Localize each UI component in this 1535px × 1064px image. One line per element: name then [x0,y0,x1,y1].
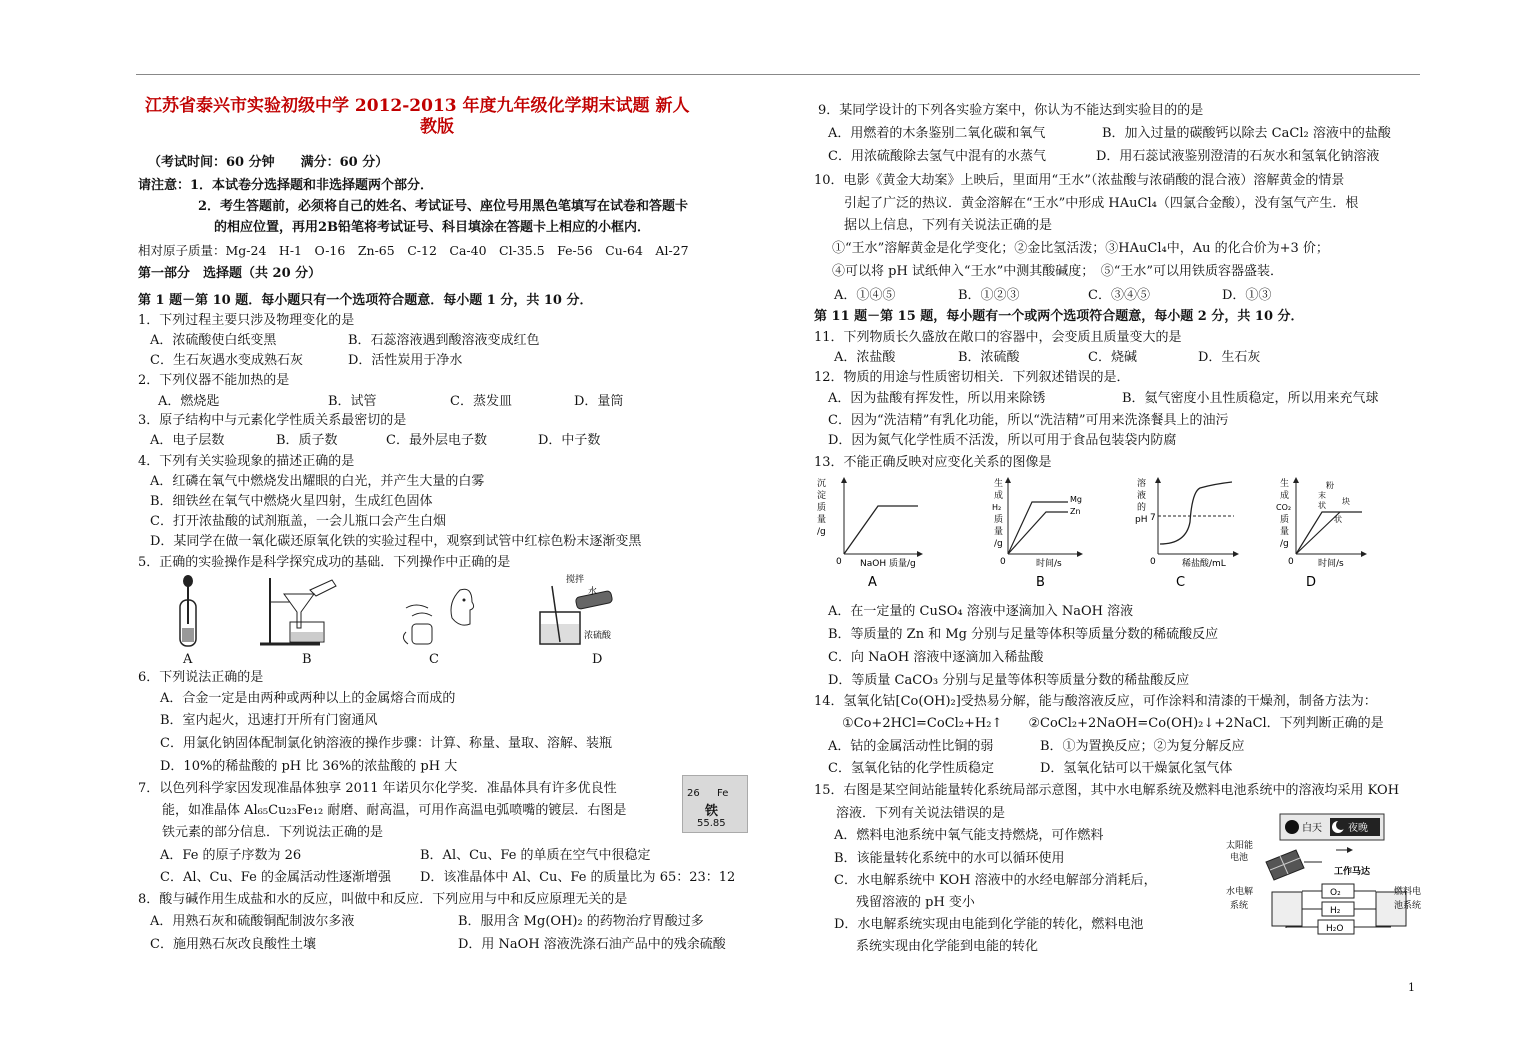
graph-a-curve [844,506,918,554]
q2-option-c: C．蒸发皿 [450,394,512,409]
q11-option-d: D．生石灰 [1198,350,1261,365]
graph-b-series-mg: Mg [1070,495,1082,504]
q8-option-a: A．用熟石灰和硫酸铜配制波尔多液 [150,914,355,929]
question-2: 2．下列仪器不能加热的是 [138,373,290,388]
graph-d-ylabel-6: /g [1280,539,1289,549]
q9-option-a: A．用燃着的木条鉴别二氧化碳和氧气 [828,126,1046,141]
h2-label: H₂ [1330,906,1341,916]
fe-mass: 55.85 [697,818,726,829]
graph-b-ylabel-6: /g [994,539,1003,549]
q12-option-b: B．氦气密度小且性质稳定，所以用来充气球 [1122,391,1379,406]
graph-b-label: B [1036,575,1045,590]
motor-label: 工作马达 [1334,867,1371,877]
graph-b-curve-mg [1008,502,1068,554]
graph-a-ylabel-1: 沉 [817,479,827,489]
apparatus-d-dilution [540,573,613,644]
label-water: 水 [588,587,598,597]
question-10-line-3: 据以上信息，下列有关说法正确的是 [844,218,1053,233]
q15-option-c-1: C．水电解系统中 KOH 溶液中的水经电解部分消耗后， [834,873,1157,888]
q1-option-b: B．石蕊溶液遇到酸溶液变成红色 [348,333,540,348]
question-7-line-2: 能，如准晶体 Al₆₅Cu₂₃Fe₁₂ 耐磨、耐高温，可用作高温电弧喷嘴的镀层．右图是 [162,803,627,818]
graph-c-tick-7: 7 [1150,513,1156,523]
graph-d-ylabel-2: 成 [1280,491,1290,501]
q1-option-a: A．浓硫酸使白纸变黑 [150,333,277,348]
question-5: 5．正确的实验操作是科学探究成功的基础．下列操作中正确的是 [138,555,511,570]
fe-name: 铁 [705,804,719,819]
notice-2b: 的相应位置，再用2B铅笔将考试证号、科目填涂在答题卡上相应的小框内． [214,220,651,235]
q14-option-c: C．氢氧化钴的化学性质稳定 [828,761,994,776]
q14-option-a: A．钴的金属活动性比铜的弱 [828,739,994,754]
q10-option-b: B．①②③ [958,288,1020,303]
graph-a-ylabel-3: 质 [817,503,827,513]
graph-d-ylabel-5: 量 [1280,527,1290,537]
graph-c-ylabel-4: pH [1135,515,1148,525]
q2-option-d: D．量筒 [574,394,624,409]
q7-option-d: D．该准晶体中 Al、Cu、Fe 的质量比为 65：23：12 [420,870,736,885]
electrolysis-label-2: 系统 [1230,901,1249,911]
graph-a-ylabel-5: /g [817,527,826,537]
q3-option-b: B．质子数 [276,433,338,448]
q4-option-c: C．打开浓盐酸的试剂瓶盖，一会儿瓶口会产生白烟 [150,514,446,529]
graph-b-curve-zn [1008,512,1068,554]
q15-option-d-1: D．水电解系统实现由电能到化学能的转化，燃料电池 [834,917,1144,932]
q5-apparatus-figures [160,572,630,652]
q10-option-a: A．①④⑤ [834,288,896,303]
q13-option-c: C．向 NaOH 溶液中逐滴加入稀盐酸 [828,650,1044,665]
graph-d-series-5: 状 [1334,515,1342,524]
question-14-line-2: ①Co+2HCl=CoCl₂+H₂↑ ②CoCl₂+2NaOH=Co(OH)₂↓+2NaCl．下列判断正确的是 [842,716,1384,731]
question-10-line-4: ①“王水”溶解黄金是化学变化；②金比氢活泼；③HAuCl₄中，Au 的化合价为+3 价； [832,241,1329,256]
graph-b-xlabel: 时间/s [1036,559,1062,569]
question-11: 11．下列物质长久盛放在敞口的容器中，会变质且质量变大的是 [814,330,1182,345]
graph-c-origin: 0 [1150,557,1156,567]
fuel-cell-label-2: 池系统 [1394,901,1422,911]
q7-option-b: B．Al、Cu、Fe 的单质在空气中很稳定 [420,848,651,863]
question-9: 9．某同学设计的下列各实验方案中，你认为不能达到实验目的的是 [818,103,1204,118]
label-stir: 搅拌 [566,575,585,585]
q13-option-b: B．等质量的 Zn 和 Mg 分别与足量等体积等质量分数的稀硫酸反应 [828,627,1219,642]
section-2-heading: 第 11 题－第 15 题，每小题有一个或两个选项符合题意，每小题 2 分，共 10 分． [814,309,1304,324]
exam-info: （考试时间：60 分钟 满分：60 分） [148,155,389,170]
section-1-heading: 第 1 题－第 10 题．每小题只有一个选项符合题意．每小题 1 分，共 10 分． [138,293,593,308]
question-10-line-2: 引起了广泛的热议．黄金溶解在“王水”中形成 HAuCl₄（四氯合金酸），没有氢气产生．根 [844,196,1359,211]
q15-option-c-2: 残留溶液的 pH 变小 [856,895,975,910]
question-10-line-1: 10．电影《黄金大劫案》上映后，里面用“王水”（浓盐酸与浓硝酸的混合液）溶解黄金的情景 [814,173,1345,188]
graph-a [817,478,922,590]
graph-c-ylabel-1: 溶 [1137,479,1147,489]
graph-d [1276,477,1366,590]
graph-a-ylabel-2: 淀 [817,491,827,501]
graph-b-series-zn: Zn [1070,507,1081,516]
q10-option-d: D．①③ [1222,288,1272,303]
q3-option-c: C．最外层电子数 [386,433,487,448]
graph-b-ylabel-1: 生 [994,479,1004,489]
q1-option-d: D．活性炭用于净水 [348,353,463,368]
graph-d-curve-powder [1296,512,1362,554]
q9-option-d: D．用石蕊试液鉴别澄清的石灰水和氢氧化钠溶液 [1096,149,1380,164]
q1-option-c: C．生石灰遇水变成熟石灰 [150,353,303,368]
q15-option-d-2: 系统实现由化学能到电能的转化 [856,939,1039,954]
q6-option-c: C．用氯化钠固体配制氯化钠溶液的操作步骤：计算、称量、量取、溶解、装瓶 [160,736,612,751]
o2-label: O₂ [1330,888,1341,898]
graph-d-series-1: 粉 [1326,481,1334,490]
question-13: 13．不能正确反映对应变化关系的图像是 [814,455,1052,470]
q7-option-a: A．Fe 的原子序数为 26 [160,848,302,863]
fe-symbol: Fe [717,788,729,799]
atomic-mass: 相对原子质量：Mg-24 H-1 O-16 Zn-65 C-12 Ca-40 Cl-35.5 Fe-56 Cu-64 Al-27 [138,243,689,258]
graph-b-origin: 0 [1000,557,1006,567]
q13-option-a: A．在一定量的 CuSO₄ 溶液中逐滴加入 NaOH 溶液 [828,604,1134,619]
question-15-line-1: 15．右图是某空间站能量转化系统局部示意图，其中水电解系统及燃料电池系统中的溶液均采用 KOH [814,783,1400,798]
question-6: 6．下列说法正确的是 [138,670,264,685]
q11-option-a: A．浓盐酸 [834,350,896,365]
graph-a-label: A [868,575,877,590]
graph-c-curve [1160,482,1232,544]
day-label: 白天 [1302,823,1322,834]
graph-c-xlabel: 稀盐酸/mL [1182,559,1226,569]
graph-a-ylabel-4: 量 [817,515,827,525]
question-7-line-3: 铁元素的部分信息．下列说法正确的是 [162,825,384,840]
header-rule [136,74,1420,75]
graph-c-ylabel-3: 的 [1137,503,1147,513]
question-14-line-1: 14．氢氧化钴[Co(OH)₂]受热易分解，能与酸溶液反应，可作涂料和清漆的干燥剂，制备方法为： [814,694,1377,709]
question-8: 8．酸与碱作用生成盐和水的反应，叫做中和反应．下列应用与中和反应原理无关的是 [138,892,628,907]
q6-option-a: A．合金一定是由两种或两种以上的金属熔合而成的 [160,691,456,706]
q3-option-a: A．电子层数 [150,433,225,448]
page-number: 1 [1408,981,1415,994]
q11-option-c: C．烧碱 [1088,350,1137,365]
graph-d-series-4: 块 [1342,497,1350,506]
question-12: 12．物质的用途与性质密切相关．下列叙述错误的是． [814,370,1130,385]
q13-graphs [814,474,1374,592]
q4-option-d: D．某同学在做一氧化碳还原氧化铁的实验过程中，观察到试管中红棕色粉末逐渐变黑 [150,534,642,549]
q5-label-d: D [592,652,603,667]
q5-label-c: C [429,652,439,667]
graph-d-xlabel: 时间/s [1318,559,1344,569]
q3-option-d: D．中子数 [538,433,601,448]
question-15-line-2: 溶液．下列有关说法错误的是 [836,806,1006,821]
q15-option-a: A．燃料电池系统中氧气能支持燃烧，可作燃料 [834,828,1104,843]
q8-option-c: C．施用熟石灰改良酸性土壤 [150,937,316,952]
q13-option-d: D．等质量 CaCO₃ 分别与足量等体积等质量分数的稀盐酸反应 [828,673,1190,688]
question-1: 1．下列过程主要只涉及物理变化的是 [138,313,355,328]
graph-b [992,477,1082,590]
graph-b-ylabel-2: 成 [994,491,1004,501]
q12-option-a: A．因为盐酸有挥发性，所以用来除锈 [828,391,1046,406]
q2-option-a: A．燃烧匙 [158,394,220,409]
fuel-cell-label-1: 燃料电 [1394,887,1422,897]
solar-label-2: 电池 [1230,853,1249,863]
graph-c-ylabel-2: 液 [1137,491,1147,501]
graph-d-series-2: 末 [1318,491,1326,500]
graph-d-label: D [1306,575,1317,590]
label-conc-acid: 浓硫酸 [584,631,612,641]
graph-d-origin: 0 [1288,557,1294,567]
fe-number: 26 [687,788,700,799]
iron-element-box [682,775,748,833]
q9-option-b: B．加入过量的碳酸钙以除去 CaCl₂ 溶液中的盐酸 [1102,126,1391,141]
question-3: 3．原子结构中与元素化学性质关系最密切的是 [138,413,407,428]
electrolysis-label-1: 水电解 [1226,887,1254,897]
graph-b-ylabel-5: 量 [994,527,1004,537]
q11-option-b: B．浓硫酸 [958,350,1020,365]
solar-panel-icon [1266,850,1304,880]
graph-a-origin: 0 [836,557,842,567]
notice-1: 请注意：1．本试卷分选择题和非选择题两个部分． [138,178,434,193]
apparatus-b-filtration [260,578,336,644]
q12-option-d: D．因为氮气化学性质不活泼，所以可用于食品包装袋内防腐 [828,433,1177,448]
apparatus-c-smelling [403,589,473,644]
q7-option-c: C．Al、Cu、Fe 的金属活动性逐渐增强 [160,870,391,885]
q10-option-c: C．③④⑤ [1088,288,1150,303]
graph-d-ylabel-3: CO₂ [1276,503,1292,512]
graph-c-label: C [1176,575,1186,590]
q8-option-b: B．服用含 Mg(OH)₂ 的药物治疗胃酸过多 [458,914,704,929]
night-label: 夜晚 [1348,823,1368,834]
q15-option-b: B．该能量转化系统中的水可以循环使用 [834,851,1065,866]
notice-2a: 2．考生答题前，必须将自己的姓名、考试证号、座位号用黑色笔填写在试卷和答题卡 [198,199,689,214]
graph-b-ylabel-4: 质 [994,515,1004,525]
graph-a-xlabel: NaOH 质量/g [860,559,916,569]
graph-d-ylabel-4: 质 [1280,515,1290,525]
q14-option-d: D．氢氧化钴可以干燥氯化氢气体 [1040,761,1233,776]
title-line-1: 江苏省泰兴市实验初级中学 2012-2013 年度九年级化学期末试题 新人 [145,96,690,116]
energy-system-diagram [1226,812,1432,938]
q9-option-c: C．用浓硫酸除去氢气中混有的水蒸气 [828,149,1046,164]
graph-d-series-3: 状 [1318,501,1326,510]
solar-label-1: 太阳能 [1226,841,1254,851]
sun-icon [1285,820,1299,834]
q5-label-a: A [183,652,193,667]
q12-option-c: C．因为“洗洁精”有乳化功能，所以“洗洁精”可用来洗涤餐具上的油污 [828,413,1229,428]
graph-d-ylabel-1: 生 [1280,479,1290,489]
question-10-line-5: ④可以将 pH 试纸伸入“王水”中测其酸碱度； ⑤“王水”可以用铁质容器盛装． [832,264,1284,279]
graph-c [1135,477,1238,590]
part-1-heading: 第一部分 选择题（共 20 分） [138,266,322,281]
apparatus-a-dropper [180,575,196,646]
title-line-2: 教版 [420,117,454,137]
graph-b-ylabel-3: H₂ [992,503,1002,512]
q14-option-b: B．①为置换反应；②为复分解反应 [1040,739,1245,754]
q6-option-d: D．10%的稀盐酸的 pH 比 36%的浓盐酸的 pH 大 [160,759,458,774]
q8-option-d: D．用 NaOH 溶液洗涤石油产品中的残余硫酸 [458,937,726,952]
q2-option-b: B．试管 [328,394,377,409]
question-4: 4．下列有关实验现象的描述正确的是 [138,454,355,469]
q5-label-b: B [302,652,312,667]
q4-option-a: A．红磷在氧气中燃烧发出耀眼的白光，并产生大量的白雾 [150,474,485,489]
question-7-line-1: 7．以色列科学家因发现准晶体独享 2011 年诺贝尔化学奖．准晶体具有许多优良性 [138,781,617,796]
h2o-label: H₂O [1326,924,1344,934]
q6-option-b: B．室内起火，迅速打开所有门窗通风 [160,713,378,728]
q4-option-b: B．细铁丝在氧气中燃烧火星四射，生成红色固体 [150,494,433,509]
